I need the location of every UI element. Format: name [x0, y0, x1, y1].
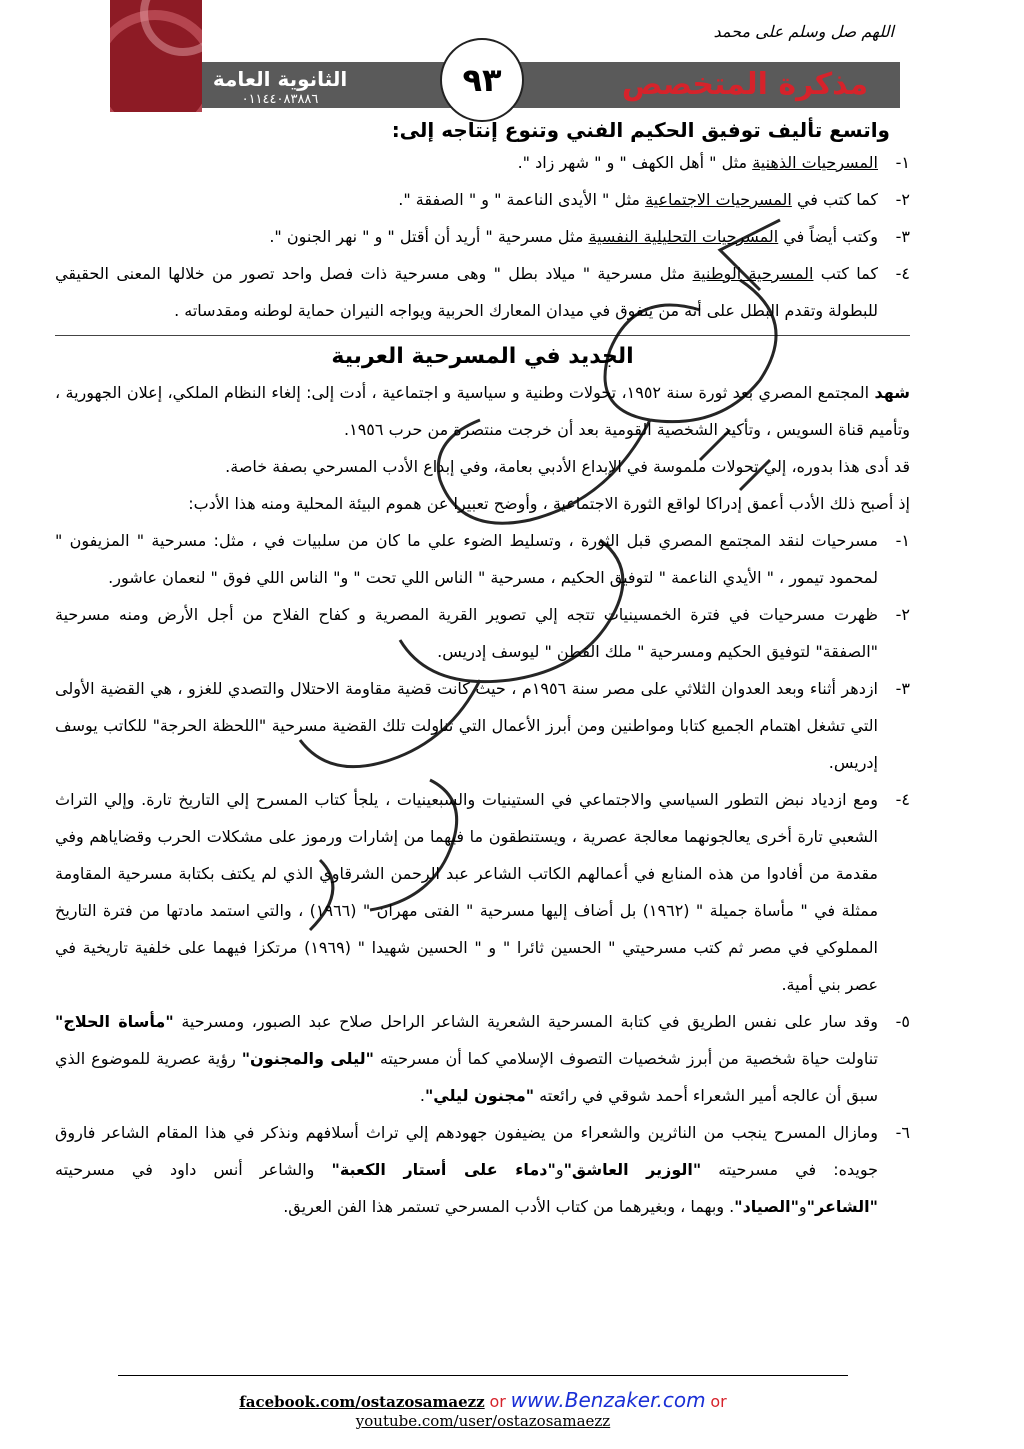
- header-school-label: الثانوية العامة: [212, 67, 348, 91]
- paragraph: إذ أصبح ذلك الأدب أعمق إدراكا لواقع الثورة الاجتماعية ، وأوضح تعبيرا عن هموم البيئة المحلية ومنه هذا الأدب:: [188, 494, 910, 513]
- footer-facebook-link[interactable]: facebook.com/ostazosamaezz: [239, 1393, 485, 1411]
- intro-paragraph: شهد المجتمع المصري بعد ثورة سنة ١٩٥٢، تحولات وطنية و سياسية و اجتماعية ، أدت إلى: إلغاء النظام الملكي، إعلان الجهورية ، وتأميم قناة السويس ، وتأكيد الشخصية القومية بعد أن خرجت منتصرة من حرب ١٩٥٦.: [55, 383, 910, 439]
- list-item: ١- مسرحيات لنقد المجتمع المصري قبل الثورة ، وتسليط الضوء علي ما كان من سلبيات في ، مثل: مسرحية " المزيفون " لمحمود تيمور ، " الأيدي الناعمة " لتوفيق الحكيم ، مسرحية " الناس اللي تحت " و" الناس اللي فوق " لنعمان عاشور.: [55, 531, 910, 587]
- header-ornament-icon: [110, 0, 202, 112]
- list-item: ٣- ازدهر أثناء وبعد العدوان الثلاثي على مصر سنة ١٩٥٦م ، حيث كانت قضية مقاومة الاحتلال والتصدي للغزو ، هي القضية الأولى التي تشغل اهتمام الجميع كتابا ومواطنين ومن أبرز الأعمال التي تناولت تلك القضية مسرحية "اللحظة الحرجة" للكاتب يوسف إدريس.: [55, 679, 910, 772]
- list-item: ٤- كما كتب المسرحية الوطنية مثل مسرحية " ميلاد بطل " وهى مسرحية ذات فصل واحد تصور من خلالها المعنى الحقيقي للبطولة وتقدم البطل على أنه من يتفوق في ميدان المعارك الحربية ويواجه النيران حماية لوطنه ومقدساته .: [55, 264, 910, 320]
- list-item: ١- المسرحيات الذهنية مثل " أهل الكهف " و " شهر زاد ".: [517, 153, 910, 172]
- footer-or: or: [710, 1392, 727, 1411]
- list-item: ٢- ظهرت مسرحيات في فترة الخمسينيات تتجه إلي تصوير القرية المصرية و كفاح الفلاح من أجل الأرض ومنه مسرحية "الصفقة" لتوفيق الحكيم ومسرحية " ملك القطن " ليوسف إدريس.: [55, 605, 910, 661]
- list-item: ٣- وكتب أيضاً في المسرحيات التحليلية النفسية مثل مسرحية " أريد أن أقتل " و " نهر الجنون ".: [269, 227, 910, 246]
- section1-title: واتسع تأليف توفيق الحكيم الفني وتنوع إنتاجه إلى:: [391, 118, 890, 142]
- section2-title: الجديد في المسرحية العربية: [331, 344, 634, 369]
- section-divider: [55, 335, 910, 336]
- list-item: ٤- ومع ازدياد نبض التطور السياسي والاجتماعي في الستينيات والسبعينيات ، يلجأ كتاب المسرح إلي التاريخ تارة. وإلي التراث الشعبي تارة أخرى يعالجونهما معالجة عصرية ، ويستنطقون ما فيهما من إشارات ورموز على مشكلات الحرب وقضاياهم وفي مقدمة من أفادوا من هذه المنابع في أعمالهم الكاتب الشاعر عبد الرحمن الشرقاوي الذي لم يكتف بكتابة مسرحية المقاومة ممثلة في " مأساة جميلة " (١٩٦٢) بل أضاف إليها مسرحية " الفتى مهران " (١٩٦٦) ، والتي استمد مادتها من فترة التاريخ المملوكي في مصر ثم كتب مسرحيتي " الحسين ثائرا " و " الحسين شهيدا " (١٩٦٩) مرتكزا فيهما على خلفية تاريخية في عصر بني أمية.: [55, 790, 910, 994]
- header-prayer: اللهم صل وسلم على محمد: [713, 22, 894, 41]
- section2-list: [55, 522, 910, 1225]
- footer-divider: [118, 1375, 848, 1376]
- page-footer: [118, 1388, 848, 1430]
- section1-list: [55, 144, 910, 329]
- footer-youtube-link[interactable]: youtube.com/user/ostazosamaezz: [355, 1412, 611, 1430]
- footer-or: or: [489, 1392, 506, 1411]
- header-brand-title: مذكرة المتخصص: [600, 62, 890, 108]
- footer-site-link[interactable]: www.Benzaker.com: [510, 1388, 706, 1412]
- paragraph: قد أدى هذا بدوره، إلي تحولات ملموسة في الإبداع الأدبي بعامة، وفي إبداع الأدب المسرحي بصفة خاصة.: [225, 457, 910, 476]
- list-item: ٢- كما كتب في المسرحيات الاجتماعية مثل " الأيدى الناعمة " و " الصفقة ".: [398, 190, 910, 209]
- page-header: [0, 0, 1024, 115]
- page-content: [55, 118, 910, 1225]
- header-phone: ٠١١٤٤٠٨٣٨٨٦: [241, 92, 319, 107]
- watermark-text: أسامة عز الدين: [180, 160, 187, 161]
- page-number-badge: ٩٣: [440, 38, 524, 122]
- list-item: ٦- ومازال المسرح ينجب من الناثرين والشعراء من يضيفون جهودهم إلي تراث أسلافهم ونذكر في هذا المقام الشاعر فاروق جويده: في مسرحيته "الوزير العاشق"و"دماء على أستار الكعبة" والشاعر أنس داود في مسرحيته "الشاعر"و"الصياد". وبهما ، وبغيرهما من كتاب الأدب المسرحي تستمر هذا الفن العريق.: [55, 1123, 910, 1216]
- list-item: ٥- وقد سار على نفس الطريق في كتابة المسرحية الشعرية الشاعر الراحل صلاح عبد الصبور، ومسرحية "مأساة الحلاج" تناولت حياة شخصية من أبرز شخصيات التصوف الإسلامي كما أن مسرحيته "ليلى والمجنون" رؤية عصرية للموضوع الذي سبق أن عالجه أمير الشعراء أحمد شوقي في رائعته "مجنون ليلي".: [55, 1012, 910, 1105]
